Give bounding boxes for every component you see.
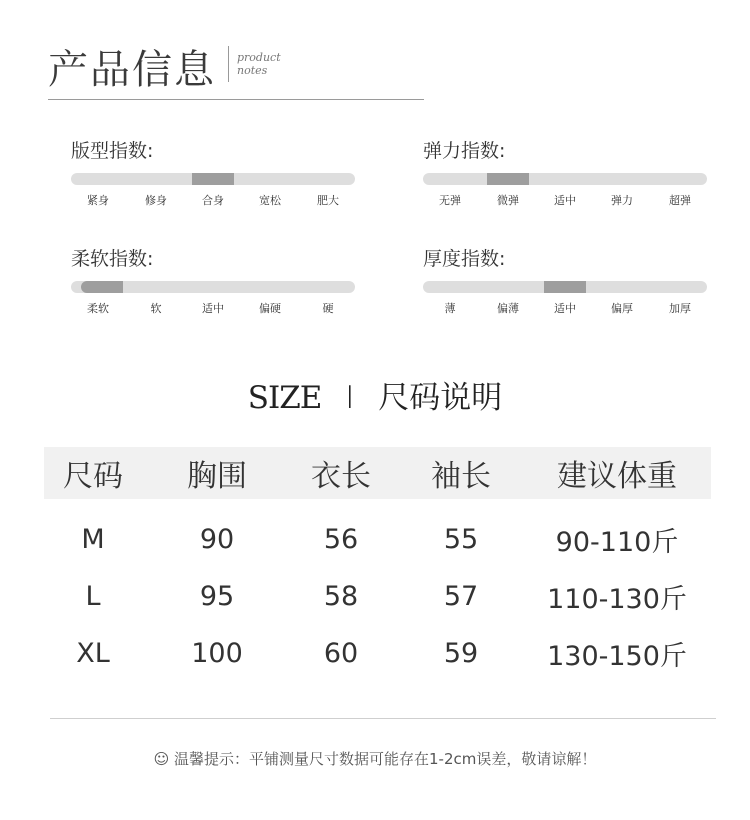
thickness-index-label: 厚度指数:	[423, 248, 506, 270]
fit-scale-option: 紧身	[87, 194, 109, 207]
section-subtitle	[237, 51, 281, 77]
table-cell: 90	[199, 524, 235, 555]
fit-index-track	[71, 173, 355, 185]
fit-index-indicator	[192, 173, 234, 185]
table-cell: 55	[443, 524, 479, 555]
size-heading-latin: SIZE	[247, 380, 322, 416]
softness-scale-option: 适中	[202, 302, 224, 315]
table-row	[44, 568, 711, 625]
footer-divider	[50, 718, 716, 719]
table-cell: L	[85, 581, 101, 612]
elasticity-index-indicator	[487, 173, 529, 185]
table-cell: 59	[443, 638, 479, 669]
thickness-index	[423, 244, 713, 316]
header-cell-length: 衣长	[311, 459, 371, 494]
elasticity-index	[423, 136, 713, 208]
elasticity-scale-option: 弹力	[611, 194, 633, 207]
thickness-index-scale	[423, 300, 707, 316]
table-cell: 60	[323, 638, 359, 669]
table-cell: M	[81, 524, 105, 555]
fit-index	[71, 136, 361, 208]
elasticity-index-scale	[423, 192, 707, 208]
table-cell: XL	[76, 638, 110, 669]
subtitle-line-1: product	[237, 51, 281, 64]
table-cell: 58	[323, 581, 359, 612]
table-header-row	[44, 447, 711, 499]
thickness-scale-option: 适中	[554, 302, 576, 315]
softness-index	[71, 244, 361, 316]
elasticity-scale-option: 无弹	[439, 194, 461, 207]
fit-scale-option: 修身	[145, 194, 167, 207]
size-table	[44, 447, 711, 682]
fit-scale-option: 肥大	[317, 194, 339, 207]
thickness-scale-option: 偏厚	[611, 302, 633, 315]
table-cell: 90-110斤	[555, 527, 679, 558]
softness-index-indicator	[81, 281, 123, 293]
softness-index-label: 柔软指数:	[71, 248, 154, 270]
table-row	[44, 511, 711, 568]
thickness-scale-option: 偏薄	[497, 302, 519, 315]
size-heading-chinese: 尺码说明	[378, 380, 503, 416]
fit-scale-option: 宽松	[259, 194, 281, 207]
elasticity-index-label: 弹力指数:	[423, 140, 506, 162]
softness-scale-option: 软	[150, 302, 162, 315]
table-cell: 130-150斤	[547, 641, 687, 672]
table-cell: 100	[191, 638, 243, 669]
softness-index-track	[71, 281, 355, 293]
measurement-tip: ☺ 温馨提示：平铺测量尺寸数据可能存在1-2cm误差，敬请谅解！	[153, 750, 597, 768]
table-cell: 95	[199, 581, 235, 612]
softness-scale-option: 硬	[322, 302, 334, 315]
section-title: 产品信息	[48, 47, 216, 93]
elasticity-index-track	[423, 173, 707, 185]
table-cell: 110-130斤	[547, 584, 687, 615]
size-heading	[0, 372, 750, 417]
table-cell: 57	[443, 581, 479, 612]
softness-index-scale	[71, 300, 355, 316]
header-rule	[48, 99, 424, 100]
elasticity-scale-option: 适中	[554, 194, 576, 207]
softness-scale-option: 偏硬	[259, 302, 281, 315]
thickness-scale-option: 薄	[444, 302, 456, 315]
subtitle-line-2: notes	[237, 64, 268, 77]
softness-scale-option: 柔软	[87, 302, 109, 315]
thickness-index-indicator	[544, 281, 586, 293]
header-cell-sleeve: 袖长	[431, 459, 491, 494]
fit-scale-option: 合身	[202, 194, 224, 207]
header-cell-chest: 胸围	[187, 459, 247, 494]
table-row	[44, 625, 711, 682]
elasticity-scale-option: 超弹	[669, 194, 691, 207]
thickness-index-track	[423, 281, 707, 293]
title-divider	[228, 46, 229, 82]
fit-index-label: 版型指数:	[71, 140, 154, 162]
header-cell-weight: 建议体重	[557, 459, 677, 494]
header-cell-size: 尺码	[63, 459, 123, 494]
elasticity-scale-option: 微弹	[497, 194, 519, 207]
table-cell: 56	[323, 524, 359, 555]
thickness-scale-option: 加厚	[669, 302, 691, 315]
fit-index-scale	[71, 192, 355, 208]
size-heading-separator: I	[345, 380, 355, 416]
